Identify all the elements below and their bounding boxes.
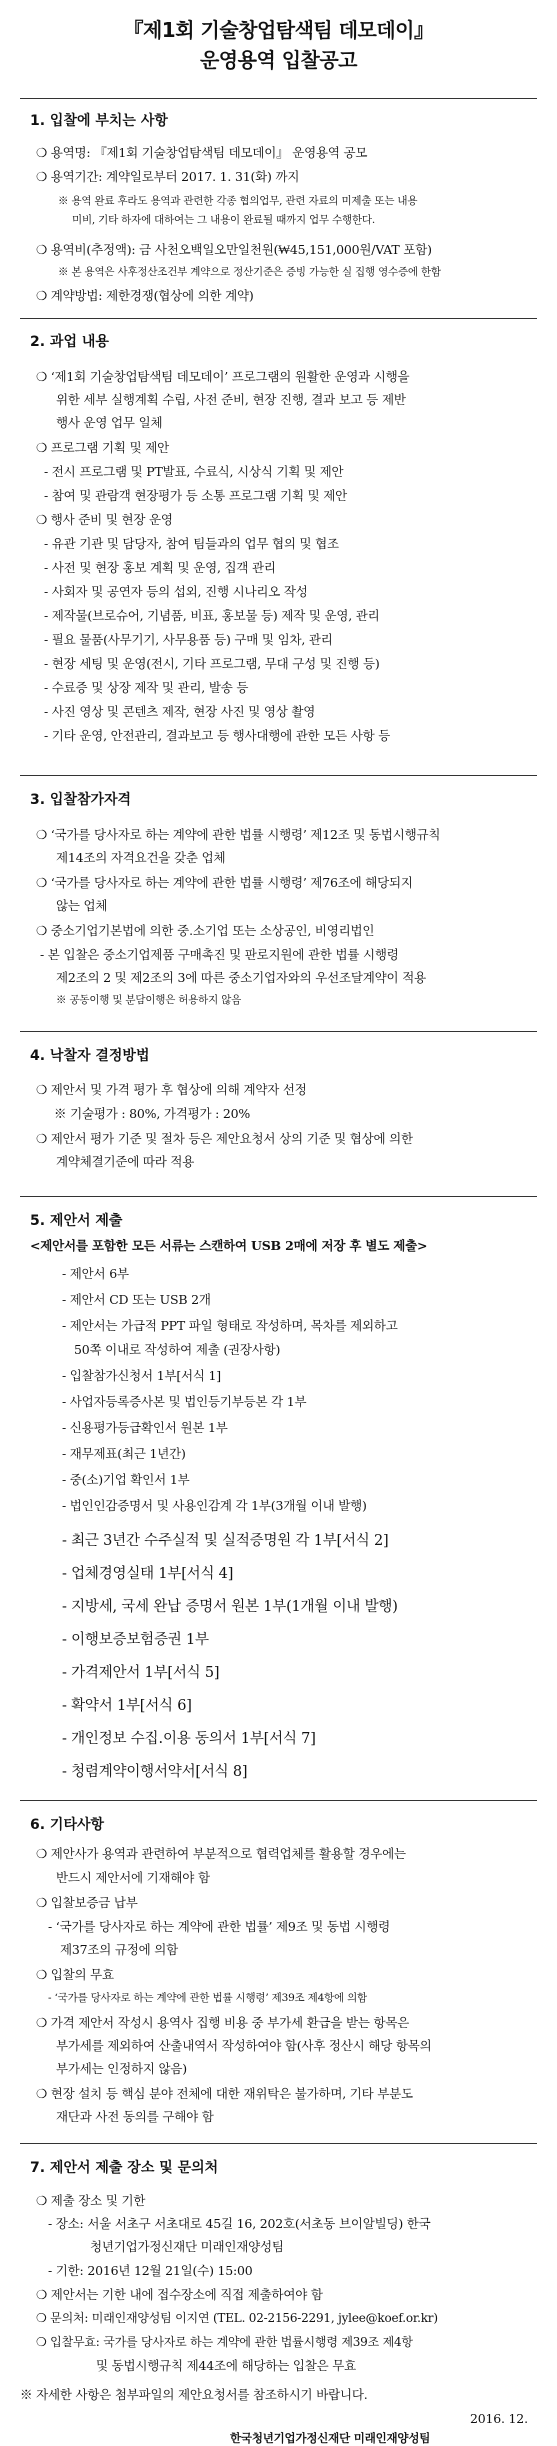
list-item: ❍ ‘국가를 당사자로 하는 계약에 관한 법률 시행령’ 제12조 및 동법시행규칙: [36, 827, 441, 842]
note-text: 미비, 기타 하자에 대하여는 그 내용이 완료될 때까지 업무 수행한다.: [72, 214, 375, 226]
page-subtitle: 운영용역 입찰공고: [199, 48, 358, 72]
list-item: - 제안서 CD 또는 USB 2개: [62, 1292, 211, 1307]
list-item: ❍ 가격 제안서 작성시 용역사 집행 비용 중 부가세 환급을 받는 항목은: [36, 2015, 410, 2030]
list-item: - 신용평가등급확인서 원본 1부: [62, 1420, 228, 1435]
section-divider: [20, 775, 537, 776]
list-item: - 본 입찰은 중소기업제품 구매촉진 및 판로지원에 관한 법률 시행령: [40, 947, 399, 962]
list-item: ❍ 제출 장소 및 기한: [36, 2193, 146, 2208]
list-item: - 중(소)기업 확인서 1부: [62, 1472, 190, 1487]
list-item: ❍ 입찰보증금 납부: [36, 1895, 138, 1910]
list-item: 부가세는 인정하지 않음): [56, 2061, 187, 2076]
list-item: - 사회자 및 공연자 등의 섭외, 진행 시나리오 작성: [44, 584, 308, 599]
section-divider: [20, 1196, 537, 1197]
section-divider: [20, 2143, 537, 2144]
list-item: 청년기업가정신재단 미래인재양성팀: [90, 2239, 284, 2254]
list-item: - 최근 3년간 수주실적 및 실적증명원 각 1부[서식 2]: [62, 1533, 389, 1549]
list-item: 제2조의 2 및 제2조의 3에 따른 중소기업자와의 우선조달계약이 적용: [56, 970, 426, 985]
list-item: ❍ 용역명: 『제1회 기술창업탐색팀 데모데이』 운영용역 공모: [36, 145, 368, 160]
list-item: 제14조의 자격요건을 갖춘 업체: [56, 850, 226, 865]
list-item: - 청렴계약이행서약서[서식 8]: [62, 1764, 248, 1780]
section-heading-7: 7. 제안서 제출 장소 및 문의처: [30, 2160, 219, 2176]
list-item: - 참여 및 관람객 현장평가 등 소통 프로그램 기획 및 제안: [44, 488, 348, 503]
contact-info: ❍ 문의처: 미래인재양성팀 이지연 (TEL. 02-2156-2291, jylee@koef.or.kr): [36, 2311, 438, 2325]
list-item: ❍ 중소기업기본법에 의한 중․소기업 또는 소상공인, 비영리법인: [36, 923, 375, 938]
page-title: 『제1회 기술창업탐색팀 데모데이』: [123, 18, 434, 42]
section-heading-6: 6. 기타사항: [30, 1817, 105, 1833]
list-item: ❍ ‘제1회 기술창업탐색팀 데모데이’ 프로그램의 원활한 운영과 시행을: [36, 369, 410, 384]
list-item: - 입찰참가신청서 1부[서식 1]: [62, 1368, 221, 1383]
footer-date: 2016. 12.: [470, 2411, 528, 2426]
list-item: - 가격제안서 1부[서식 5]: [62, 1665, 220, 1681]
list-item: - 사진 영상 및 콘텐츠 제작, 현장 사진 및 영상 촬영: [44, 704, 316, 719]
list-item: - 이행보증보험증권 1부: [62, 1632, 209, 1648]
list-item: ❍ 계약방법: 제한경쟁(협상에 의한 계약): [36, 288, 254, 303]
list-item: ❍ 제안서는 기한 내에 접수장소에 직접 제출하여야 함: [36, 2287, 323, 2302]
section-heading-2: 2. 과업 내용: [30, 334, 109, 350]
section-heading-1: 1. 입찰에 부치는 사항: [30, 113, 168, 129]
list-item: - 기타 운영, 안전관리, 결과보고 등 행사대행에 관한 모든 사항 등: [44, 728, 391, 743]
section-heading-3: 3. 입찰참가자격: [30, 792, 132, 808]
list-item: ❍ 프로그램 기획 및 제안: [36, 440, 169, 455]
section-divider: [20, 98, 537, 99]
note-text: ※ 기술평가 : 80%, 가격평가 : 20%: [54, 1106, 251, 1121]
list-item: 위한 세부 실행계획 수립, 사전 준비, 현장 진행, 결과 보고 등 제반: [56, 392, 406, 407]
list-item: 제37조의 규정에 의함: [60, 1942, 179, 1957]
list-item: 부가세를 제외하여 산출내역서 작성하여야 함(사후 정산시 해당 항목의: [56, 2038, 432, 2053]
section-divider: [20, 1800, 537, 1801]
list-item: - 기한: 2016년 12월 21일(수) 15:00: [48, 2263, 253, 2278]
list-item: - 법인인감증명서 및 사용인감계 각 1부(3개월 이내 발행): [62, 1498, 367, 1513]
list-item: ❍ 입찰무효: 국가를 당사자로 하는 계약에 관한 법률시행령 제39조 제4항: [36, 2335, 413, 2349]
list-item: 재단과 사전 동의를 구해야 함: [56, 2109, 214, 2124]
list-item: - ‘국가를 당사자로 하는 계약에 관한 법률’ 제9조 및 동법 시행령: [48, 1919, 391, 1934]
list-item: - ‘국가를 당사자로 하는 계약에 관한 법률 시행령’ 제39조 제4항에 의함: [48, 1992, 367, 2004]
list-item: - 장소: 서울 서초구 서초대로 45길 16, 202호(서초동 브이알빌딩) 한국: [48, 2216, 431, 2231]
list-item: ❍ 제안서 평가 기준 및 절차 등은 제안요청서 상의 기준 및 협상에 의한: [36, 1131, 413, 1146]
list-item: - 개인정보 수집․이용 동의서 1부[서식 7]: [62, 1731, 316, 1747]
list-item: ❍ 입찰의 무효: [36, 1967, 114, 1982]
list-item: - 수료증 및 상장 제작 및 관리, 발송 등: [44, 680, 249, 695]
list-item: - 제안서는 가급적 PPT 파일 형태로 작성하며, 목차를 제외하고: [62, 1318, 398, 1333]
list-item: ❍ 용역비(추정액): 금 사천오백일오만일천원(₩45,151,000원/VAT 포함): [36, 242, 432, 257]
list-item: 계약체결기준에 따라 적용: [56, 1154, 195, 1169]
list-item: - 확약서 1부[서식 6]: [62, 1698, 192, 1714]
list-item: ❍ 제안서 및 가격 평가 후 협상에 의해 계약자 선정: [36, 1082, 307, 1097]
note-text: ※ 공동이행 및 분담이행은 허용하지 않음: [56, 994, 242, 1006]
list-item: - 제안서 6부: [62, 1266, 129, 1281]
note-text: ※ 본 용역은 사후정산조건부 계약으로 정산기준은 증빙 가능한 실 집행 영수증에 한함: [58, 266, 441, 278]
footer-organization: 한국청년기업가정신재단 미래인재양성팀: [230, 2431, 431, 2445]
list-item: - 전시 프로그램 및 PT발표, 수료식, 시상식 기획 및 제안: [44, 464, 344, 479]
section-divider: [20, 1031, 537, 1032]
list-item: - 사업자등록증사본 및 법인등기부등본 각 1부: [62, 1394, 307, 1409]
list-item: 않는 업체: [56, 898, 108, 913]
list-item: - 필요 물품(사무기기, 사무용품 등) 구매 및 임차, 관리: [44, 632, 333, 647]
list-item: - 재무제표(최근 1년간): [62, 1446, 186, 1461]
section-heading-5: 5. 제안서 제출: [30, 1213, 123, 1229]
list-item: ❍ 제안사가 용역과 관련하여 부분적으로 협력업체를 활용할 경우에는: [36, 1846, 406, 1861]
footer-note: ※ 자세한 사항은 첨부파일의 제안요청서를 참조하시기 바랍니다.: [20, 2387, 368, 2402]
list-item: 50쪽 이내로 작성하여 제출 (권장사항): [74, 1342, 281, 1357]
list-item: ❍ 행사 준비 및 현장 운영: [36, 512, 173, 527]
section-heading-4: 4. 낙찰자 결정방법: [30, 1048, 150, 1064]
list-item: ❍ 현장 설치 등 핵심 분야 전체에 대한 재위탁은 불가하며, 기타 부분도: [36, 2086, 413, 2101]
list-item: - 유관 기관 및 담당자, 참여 팀들과의 업무 협의 및 협조: [44, 536, 339, 551]
list-item: 반드시 제안서에 기재해야 함: [56, 1870, 210, 1885]
list-item: - 제작물(브로슈어, 기념품, 비표, 홍보물 등) 제작 및 운영, 관리: [44, 608, 380, 623]
list-item: - 현장 세팅 및 운영(전시, 기타 프로그램, 무대 구성 및 진행 등): [44, 656, 380, 671]
list-item: ❍ 용역기간: 계약일로부터 2017. 1. 31(화) 까지: [36, 169, 300, 184]
submission-notice: <제안서를 포함한 모든 서류는 스캔하여 USB 2매에 저장 후 별도 제출>: [30, 1238, 428, 1253]
list-item: 및 동법시행규칙 제44조에 해당하는 입찰은 무효: [96, 2358, 356, 2373]
list-item: 행사 운영 업무 일체: [56, 415, 163, 430]
list-item: - 지방세, 국세 완납 증명서 원본 1부(1개월 이내 발행): [62, 1599, 398, 1615]
list-item: ❍ ‘국가를 당사자로 하는 계약에 관한 법률 시행령’ 제76조에 해당되지: [36, 875, 413, 890]
note-text: ※ 용역 완료 후라도 용역과 관련한 각종 협의업무, 관련 자료의 미제출 또는 내용: [58, 195, 418, 207]
list-item: - 업체경영실태 1부[서식 4]: [62, 1566, 234, 1582]
section-divider: [20, 318, 537, 319]
list-item: - 사전 및 현장 홍보 계획 및 운영, 집객 관리: [44, 560, 276, 575]
